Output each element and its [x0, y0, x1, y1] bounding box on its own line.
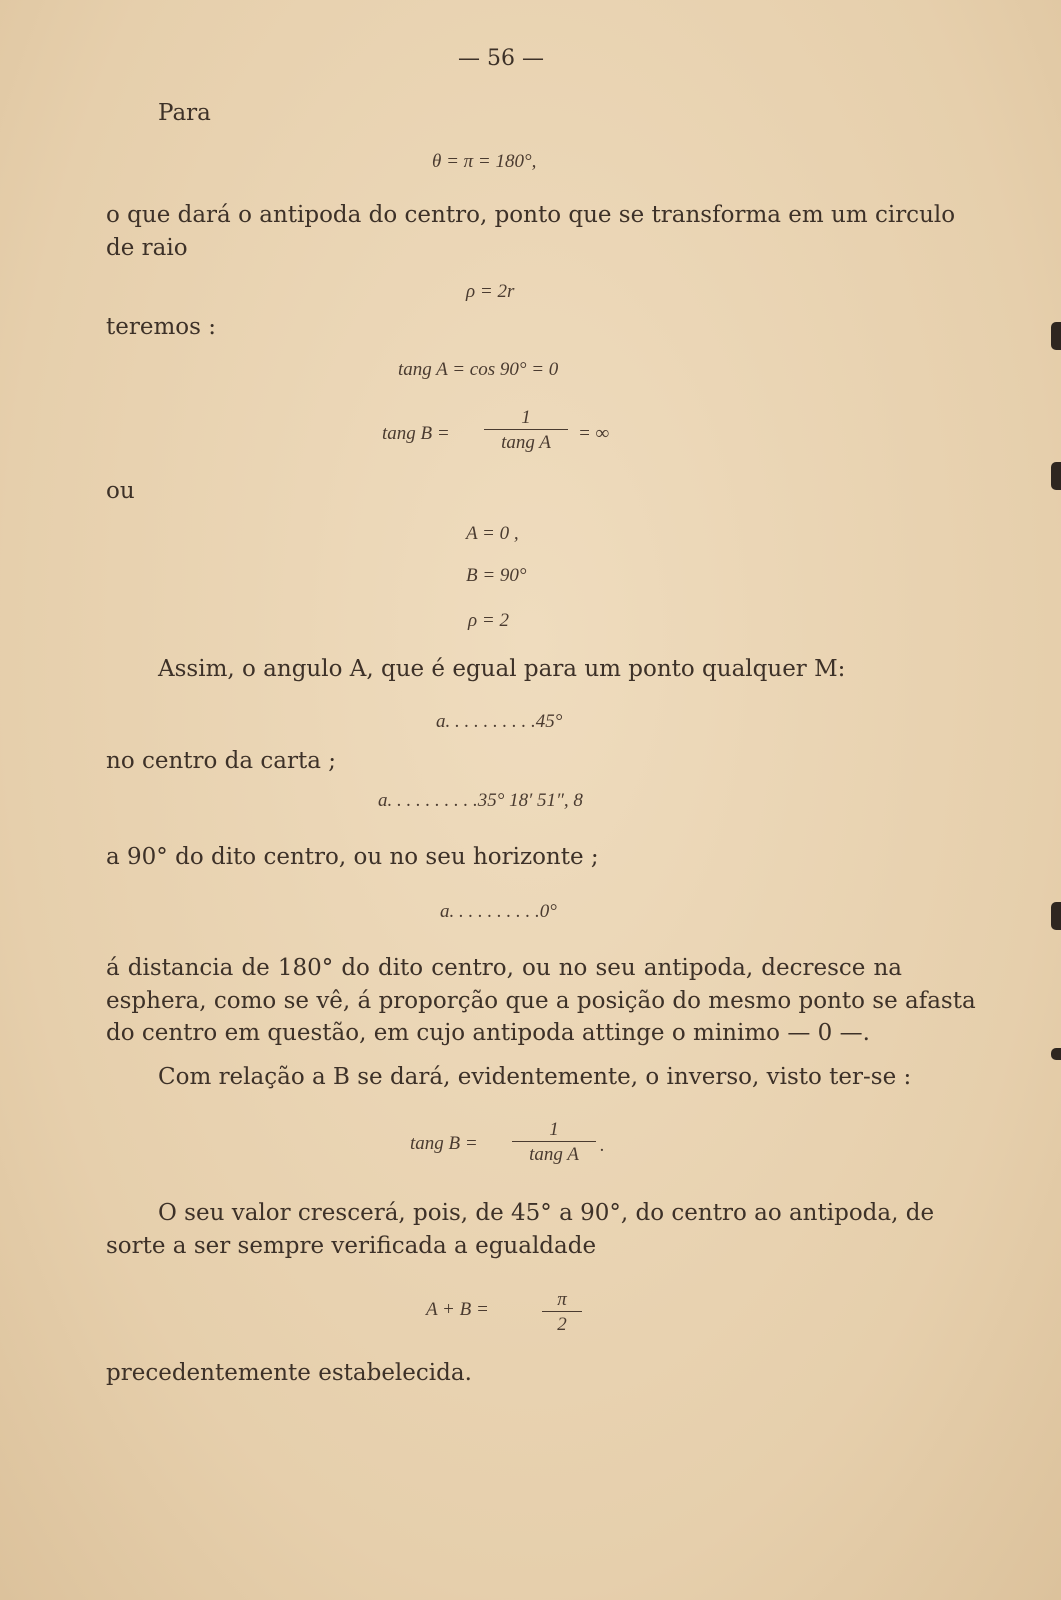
equation-tang-a: tang A = cos 90° = 0 — [398, 359, 559, 380]
page-number: — 56 — — [458, 46, 544, 71]
text-a90: a 90° do dito centro, ou no seu horizonte ; — [106, 844, 599, 870]
binding-mark — [1051, 902, 1061, 930]
paragraph-line: O seu valor crescerá, pois, de 45° a 90°, do centro ao antipoda, de — [158, 1200, 935, 1226]
fraction-denominator: 2 — [542, 1311, 582, 1336]
binding-mark — [1051, 1048, 1061, 1060]
binding-mark — [1051, 322, 1061, 350]
equation-rho-two: ρ = 2 — [468, 610, 509, 631]
fraction-numerator: π — [557, 1289, 567, 1310]
text-line: o que dará o antipoda do centro, ponto que se transforma em um circulo — [106, 202, 956, 228]
text-ou: ou — [106, 478, 135, 504]
equation-tang-b-fraction — [484, 408, 568, 454]
paragraph-line: sorte a ser sempre verificada a egualdade — [106, 1233, 597, 1259]
equation3-lhs: A + B = — [426, 1299, 489, 1320]
equation-tang-b-lhs: tang B = — [382, 423, 450, 444]
paragraph-line: á distancia de 180° do dito centro, ou no seu antipoda, decresce na — [106, 955, 902, 981]
text-final: precedentemente estabelecida. — [106, 1360, 472, 1386]
fraction-numerator: 1 — [521, 407, 531, 428]
equation-theta: θ = π = 180°, — [432, 151, 537, 172]
equation-a-zero: A = 0 , — [466, 523, 519, 544]
value-35: a. . . . . . . . . .35° 18′ 51″, 8 — [378, 790, 583, 811]
paragraph-line: Com relação a B se dará, evidentemente, o inverso, visto ter-se : — [158, 1064, 912, 1090]
binding-mark — [1051, 462, 1061, 490]
text-no-centro: no centro da carta ; — [106, 748, 337, 774]
equation-rho: ρ = 2r — [466, 281, 515, 302]
text-assim: Assim, o angulo A, que é egual para um ponto qualquer M: — [158, 656, 846, 682]
fraction-denominator: tang A — [512, 1141, 596, 1166]
paragraph-line: esphera, como se vê, á proporção que a posição do mesmo ponto se afasta — [106, 988, 976, 1014]
text-line: de raio — [106, 235, 188, 261]
value-45: a. . . . . . . . . .45° — [436, 711, 563, 732]
paragraph-line: do centro em questão, em cujo antipoda attinge o minimo — 0 —. — [106, 1020, 870, 1046]
equation-b-ninety: B = 90° — [466, 565, 527, 586]
value-0: a. . . . . . . . . .0° — [440, 901, 557, 922]
fraction-numerator: 1 — [549, 1119, 559, 1140]
equation-tang-b-rhs: = ∞ — [578, 423, 610, 444]
text-teremos: teremos : — [106, 314, 216, 340]
fraction-denominator: tang A — [484, 429, 568, 454]
text-para: Para — [158, 100, 211, 126]
equation2-lhs: tang B = — [410, 1133, 478, 1154]
equation3-fraction — [542, 1290, 582, 1336]
equation2-dot: . — [600, 1135, 605, 1156]
equation2-fraction — [512, 1120, 596, 1166]
